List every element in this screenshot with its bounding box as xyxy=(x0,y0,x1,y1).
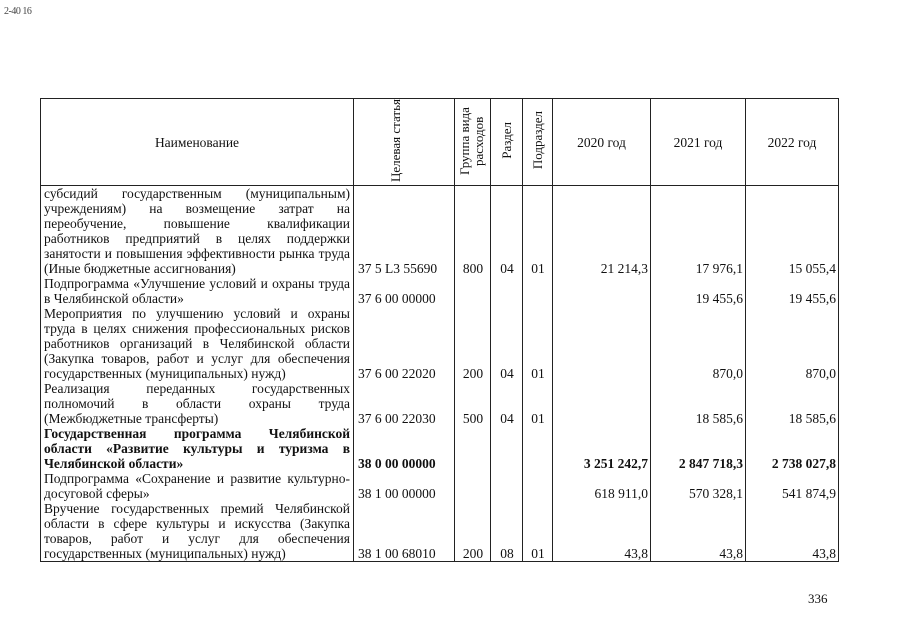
row-podrazdel: 01 xyxy=(523,186,553,277)
table-row xyxy=(41,186,839,277)
row-2021: 870,0 xyxy=(651,306,746,381)
row-target: 37 6 00 22020 xyxy=(354,306,455,381)
header-razdel xyxy=(491,99,523,186)
row-group: 200 xyxy=(455,501,491,562)
budget-table xyxy=(40,98,839,562)
table-row xyxy=(41,471,839,501)
page-number: 336 xyxy=(808,591,828,606)
header-target xyxy=(354,99,455,186)
row-razdel xyxy=(491,471,523,501)
table-row xyxy=(41,426,839,471)
header-target-label: Целевая статья xyxy=(388,99,403,183)
row-2020: 618 911,0 xyxy=(553,471,651,501)
header-name: Наименование xyxy=(41,99,354,186)
row-2020: 43,8 xyxy=(553,501,651,562)
header-podrazdel-label: Подраздел xyxy=(529,111,545,170)
row-2021: 43,8 xyxy=(651,501,746,562)
row-razdel xyxy=(491,276,523,306)
row-group xyxy=(455,276,491,306)
row-group: 800 xyxy=(455,186,491,277)
row-razdel: 08 xyxy=(491,501,523,562)
row-podrazdel xyxy=(523,471,553,501)
row-2022: 541 874,9 xyxy=(746,471,839,501)
row-name: Подпрограмма «Сохранение и развитие культурно-досуговой сферы» xyxy=(41,471,354,501)
row-podrazdel xyxy=(523,426,553,471)
header-group xyxy=(455,99,491,186)
row-podrazdel: 01 xyxy=(523,501,553,562)
row-2022: 19 455,6 xyxy=(746,276,839,306)
row-name: субсидий государственным (муниципальным) учреждениям) на возмещение затрат на переобучение, повышение квалификации работников предприятий в целях поддержки занятости и повышения эффективности рынка труда (Иные бюджетные ассигнования) xyxy=(41,186,354,277)
row-target: 38 1 00 00000 xyxy=(354,471,455,501)
header-group-label: Группа вида расходов xyxy=(456,106,486,175)
header-2022: 2022 год xyxy=(746,99,839,186)
row-2021: 19 455,6 xyxy=(651,276,746,306)
row-2020 xyxy=(553,306,651,381)
table-row xyxy=(41,381,839,426)
row-podrazdel: 01 xyxy=(523,381,553,426)
row-2022: 15 055,4 xyxy=(746,186,839,277)
header-podrazdel xyxy=(523,99,553,186)
row-2022: 18 585,6 xyxy=(746,381,839,426)
row-group xyxy=(455,471,491,501)
row-group: 500 xyxy=(455,381,491,426)
corner-mark: 2-40 16 xyxy=(4,6,32,17)
row-name: Государственная программа Челябинской области «Развитие культуры и туризма в Челябинской области» xyxy=(41,426,354,471)
row-name: Подпрограмма «Улучшение условий и охраны труда в Челябинской области» xyxy=(41,276,354,306)
row-target: 38 1 00 68010 xyxy=(354,501,455,562)
table-header-row xyxy=(41,99,839,186)
row-2020 xyxy=(553,276,651,306)
row-name: Реализация переданных государственных полномочий в области охраны труда (Межбюджетные трансферты) xyxy=(41,381,354,426)
row-name: Вручение государственных премий Челябинской области в сфере культуры и искусства (Закупка товаров, работ и услуг для обеспечения государственных (муниципальных) нужд) xyxy=(41,501,354,562)
row-2022: 870,0 xyxy=(746,306,839,381)
row-razdel xyxy=(491,426,523,471)
row-razdel: 04 xyxy=(491,306,523,381)
row-2020: 3 251 242,7 xyxy=(553,426,651,471)
row-podrazdel: 01 xyxy=(523,306,553,381)
row-podrazdel xyxy=(523,276,553,306)
row-2021: 18 585,6 xyxy=(651,381,746,426)
row-2022: 2 738 027,8 xyxy=(746,426,839,471)
header-2021: 2021 год xyxy=(651,99,746,186)
row-2020 xyxy=(553,381,651,426)
row-razdel: 04 xyxy=(491,381,523,426)
row-target: 37 6 00 22030 xyxy=(354,381,455,426)
table-row xyxy=(41,276,839,306)
row-group xyxy=(455,426,491,471)
row-2021: 570 328,1 xyxy=(651,471,746,501)
row-name: Мероприятия по улучшению условий и охраны труда в целях снижения профессиональных рисков работников организаций в Челябинской области (Закупка товаров, работ и услуг для обеспечения государственных (муниципальных) нужд) xyxy=(41,306,354,381)
header-2020: 2020 год xyxy=(553,99,651,186)
row-target: 37 6 00 00000 xyxy=(354,276,455,306)
header-razdel-label: Раздел xyxy=(498,122,514,159)
row-2021: 2 847 718,3 xyxy=(651,426,746,471)
row-2020: 21 214,3 xyxy=(553,186,651,277)
row-group: 200 xyxy=(455,306,491,381)
row-razdel: 04 xyxy=(491,186,523,277)
row-target: 38 0 00 00000 xyxy=(354,426,455,471)
row-2022: 43,8 xyxy=(746,501,839,562)
budget-table-container xyxy=(40,98,838,562)
table-row xyxy=(41,501,839,562)
row-2021: 17 976,1 xyxy=(651,186,746,277)
table-row xyxy=(41,306,839,381)
row-target: 37 5 L3 55690 xyxy=(354,186,455,277)
